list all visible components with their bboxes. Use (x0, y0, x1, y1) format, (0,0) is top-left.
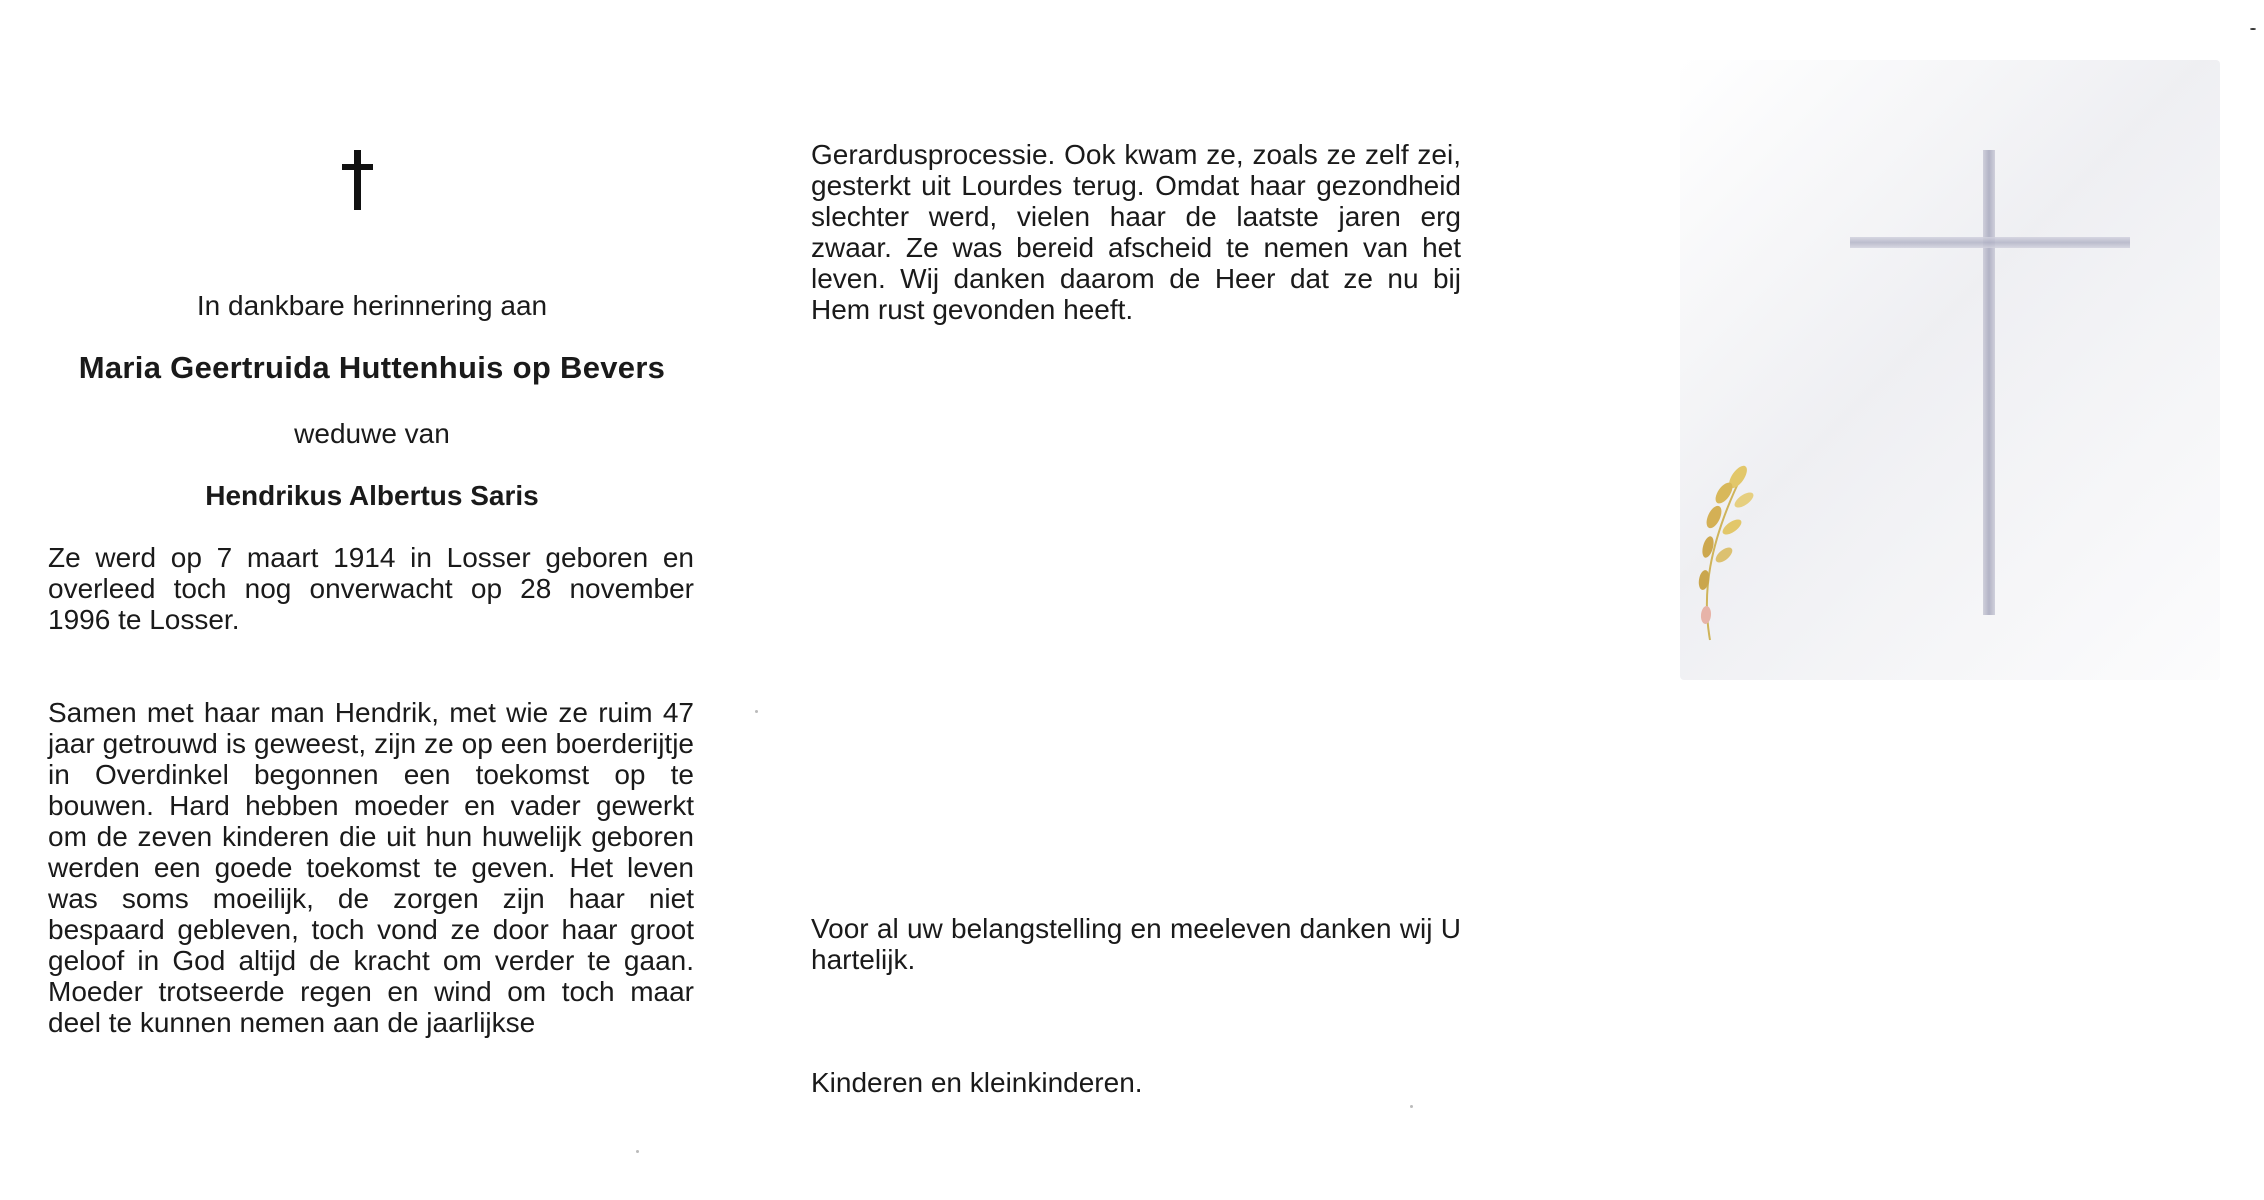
paragraph-life: Samen met haar man Hendrik, met wie ze ruim 47 jaar getrouwd is geweest, zijn ze op een boerderijtje in Overdinkel begonnen een toekomst op te bouwen. Hard hebben moeder en vader gewerkt om de zeven kinderen die uit hun huwelijk geboren werden een goede toekomst te geven. Het leven was soms moeilijk, de zorgen zijn haar niet bespaard gebleven, toch vond ze door haar groot geloof in God altijd de kracht om verder te gaan. Moeder trotseerde regen en wind om toch maar deel te kunnen nemen aan de jaarlijkse (48, 697, 694, 1038)
thanks-text: Voor al uw belangstelling en meeleven danken wij U hartelijk. (811, 913, 1461, 975)
artwork-shadow (1680, 60, 2220, 680)
signature-text: Kinderen en kleinkinderen. (811, 1067, 1143, 1098)
paper-speck (755, 710, 758, 713)
decorative-artwork (1620, 60, 2220, 760)
intro-text: In dankbare herinnering aan (196, 290, 548, 321)
paper-speck (1410, 1105, 1413, 1108)
wheat-ear-icon (1680, 455, 1760, 645)
paper-speck (636, 1150, 639, 1153)
paragraph-birth: Ze werd op 7 maart 1914 in Losser geboren en overleed toch nog onverwacht op 28 november 1996 te Losser. (48, 542, 694, 635)
paragraph-continued: Gerardusprocessie. Ook kwam ze, zoals ze zelf zei, gesterkt uit Lourdes terug. Omdat haar gezondheid slechter werd, vielen haar de laatste jaren erg zwaar. Ze was bereid afscheid te nemen van het leven. Wij danken daarom de Heer dat ze nu bij Hem rust gevonden heeft. (811, 139, 1461, 325)
paper-speck (2250, 28, 2256, 30)
relation-text: weduwe van (294, 418, 450, 449)
cross-icon (1983, 150, 1995, 615)
cross-bar (1850, 237, 2130, 248)
spouse-name: Hendrikus Albertus Saris (205, 480, 539, 511)
cross-icon (338, 150, 378, 210)
deceased-name: Maria Geertruida Huttenhuis op Bevers (78, 350, 666, 385)
